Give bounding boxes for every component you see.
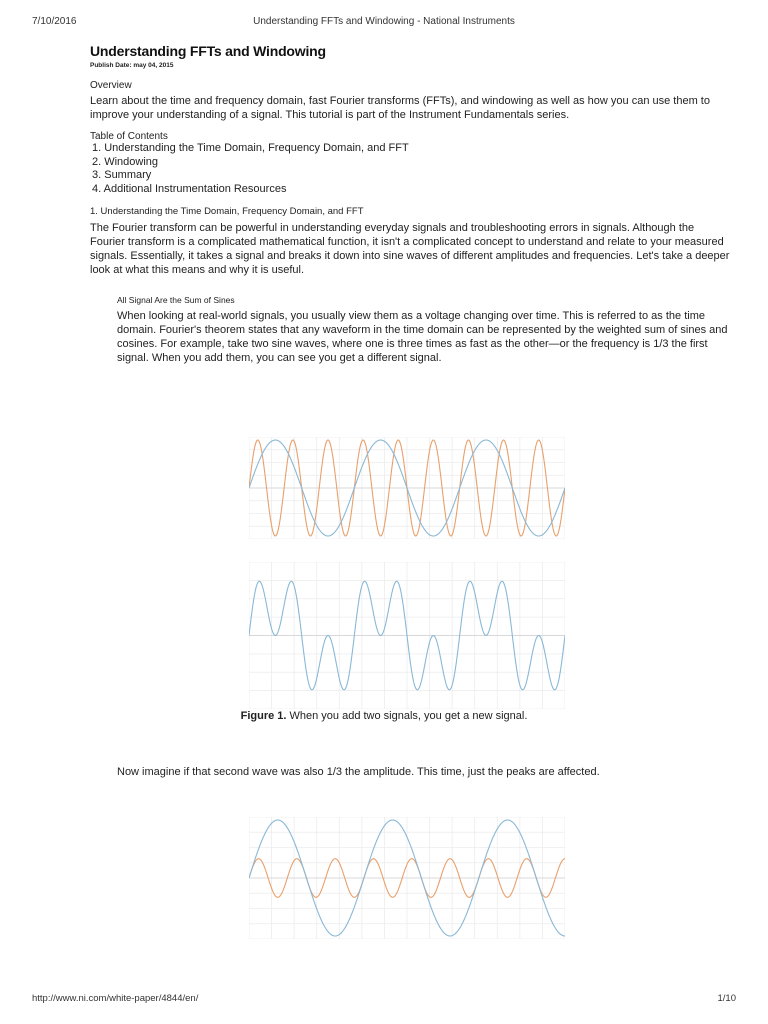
section-1-text: The Fourier transform can be powerful in understanding everyday signals and troubleshooting errors in signals. Although the Fourier transform is a complicated mathematical function, it isn't a complicated concept to understand and relate to your measured signals. Essentially, it takes a signal and breaks it down into sine waves of different amplitudes and frequencies. Let's take a deeper look at what this means and why it is useful. [90, 222, 730, 276]
document-body [90, 43, 730, 365]
overview-heading: Overview [90, 80, 132, 91]
toc-item[interactable]: 3. Summary [92, 169, 152, 181]
publish-date: Publish Date: may 04, 2015 [90, 62, 174, 69]
figure-1-sum-plot [249, 562, 565, 709]
print-page-title: Understanding FFTs and Windowing - National Instruments [253, 16, 515, 27]
print-header [0, 16, 768, 30]
toc-item[interactable]: 4. Additional Instrumentation Resources [92, 182, 287, 195]
toc-item[interactable]: 2. Windowing [92, 155, 159, 168]
subsection [117, 295, 730, 365]
section-1-heading: 1. Understanding the Time Domain, Frequency Domain, and FFT [90, 206, 364, 217]
document-title: Understanding FFTs and Windowing [90, 43, 326, 59]
figure-1-caption-text: When you add two signals, you get a new signal. [286, 710, 528, 722]
now-imagine-text: Now imagine if that second wave was also 1/3 the amplitude. This time, just the peaks are affected. [117, 766, 600, 778]
toc-item[interactable]: 1. Understanding the Time Domain, Frequency Domain, and FFT [92, 142, 409, 154]
toc-heading: Table of Contents [90, 131, 168, 142]
print-date: 7/10/2016 [32, 16, 77, 27]
overview-text: Learn about the time and frequency domain, fast Fourier transforms (FFTs), and windowing as well as how you can use them to improve your understanding of a signal. This tutorial is part of the Instrument Fundamentals series. [90, 95, 710, 121]
figure-2-plot [249, 817, 565, 939]
figure-1-label: Figure 1. [240, 710, 287, 722]
figure-1-top-plot [249, 437, 565, 539]
table-of-contents [90, 142, 730, 196]
figure-1-caption [0, 710, 768, 722]
page-url: http://www.ni.com/white-paper/4844/en/ [32, 993, 199, 1004]
subsection-heading: All Signal Are the Sum of Sines [117, 295, 235, 305]
page-number: 1/10 [717, 993, 736, 1004]
subsection-text: When looking at real-world signals, you usually view them as a voltage changing over time. This is referred to as the time domain. Fourier's theorem states that any waveform in the time domain can be represented by the weighted sum of sines and cosines. For example, take two sine waves, where one is three times as fast as the other—or the frequency is 1/3 the first signal. When you add them, you can see you get a different signal. [117, 310, 728, 364]
